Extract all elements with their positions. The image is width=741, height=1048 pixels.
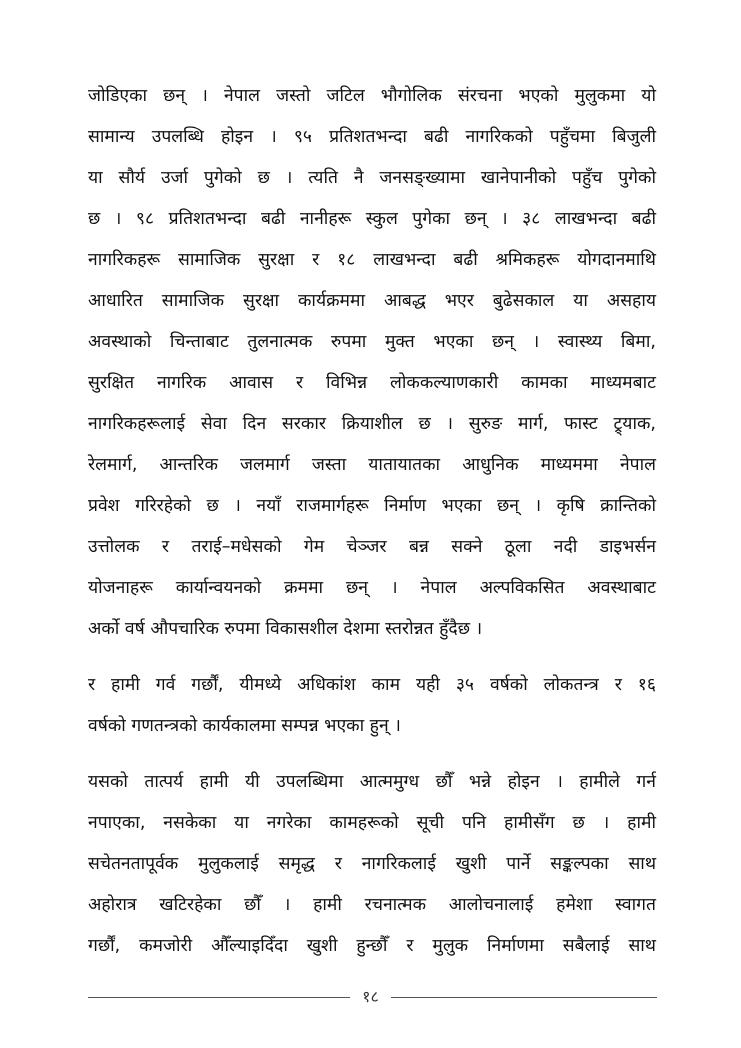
text-line: सुरक्षित नागरिक आवास र विभिन्न लोककल्याणकारी कामका माध्यमबाट — [88, 373, 656, 393]
text-line: या सौर्य उर्जा पुगेको छ । त्यति नै जनसङ्ख्यामा खानेपानीको पहुँच पुगेको — [88, 168, 656, 188]
text-line: गर्छौं, कमजोरी औँल्याइदिँदा खुशी हुन्छौँ र मुलुक निर्माणमा सबैलाई साथ — [88, 936, 656, 956]
text-line: योजनाहरू कार्यान्वयनको क्रममा छन् । नेपाल अल्पविकसित अवस्थाबाट — [88, 578, 656, 598]
text-line: रेलमार्ग, आन्तरिक जलमार्ग जस्ता यातायातका आधुनिक माध्यममा नेपाल — [88, 455, 656, 475]
text-line: प्रवेश गरिरहेको छ । नयाँ राजमार्गहरू निर्माण भएका छन् । कृषि क्रान्तिको — [88, 496, 656, 516]
text-line: अहोरात्र खटिरहेका छौँ । हामी रचनात्मक आलोचनालाई हमेशा स्वागत — [88, 895, 656, 915]
paragraph-commitment — [88, 762, 656, 967]
text-line: अवस्थाको चिन्ताबाट तुलनात्मक रुपमा मुक्त भएका छन् । स्वास्थ्य बिमा, — [88, 332, 656, 352]
text-line: यसको तात्पर्य हामी यी उपलब्धिमा आत्ममुग्ध छौँ भन्ने होइन । हामीले गर्न — [88, 772, 656, 792]
text-line: वर्षको गणतन्त्रको कार्यकालमा सम्पन्न भएका हुन् । — [88, 716, 401, 736]
text-line: जोडिएका छन् । नेपाल जस्तो जटिल भौगोलिक संरचना भएको मुलुकमा यो — [88, 86, 656, 106]
text-line: आधारित सामाजिक सुरक्षा कार्यक्रममा आबद्ध भएर बुढेसकाल या असहाय — [88, 291, 656, 311]
page-number: १८ — [362, 987, 379, 1006]
text-line: नपाएका, नसकेका या नगरेका कामहरूको सूची पनि हामीसँग छ । हामी — [88, 813, 656, 833]
text-line: नागरिकहरू सामाजिक सुरक्षा र १८ लाखभन्दा बढी श्रमिकहरू योगदानमाथि — [88, 250, 656, 270]
text-line: अर्को वर्ष औपचारिक रुपमा विकासशील देशमा स्तरोन्नत हुँदैछ । — [88, 619, 483, 639]
text-line: नागरिकहरूलाई सेवा दिन सरकार क्रियाशील छ । सुरुङ मार्ग, फास्ट ट्र्याक, — [88, 414, 656, 434]
text-line: छ । ९८ प्रतिशतभन्दा बढी नानीहरू स्कुल पुगेका छन् । ३८ लाखभन्दा बढी — [88, 209, 656, 229]
text-line: सचेतनतापूर्वक मुलुकलाई समृद्ध र नागरिकलाई खुशी पार्ने सङ्कल्पका साथ — [88, 854, 656, 874]
text-line: सामान्य उपलब्धि होइन । ९५ प्रतिशतभन्दा बढी नागरिकको पहुँचमा बिजुली — [88, 127, 656, 147]
text-line: र हामी गर्व गर्छौं, यीमध्ये अधिकांश काम यही ३५ वर्षको लोकतन्त्र र १६ — [88, 675, 656, 695]
paragraph-pride — [88, 665, 656, 747]
footer-divider-right — [391, 997, 657, 998]
paragraph-achievements — [88, 76, 656, 650]
text-line: उत्तोलक र तराई–मधेसको गेम चेञ्जर बन्न सक्ने ठूला नदी डाइभर्सन — [88, 537, 656, 557]
footer-divider-left — [88, 997, 350, 998]
